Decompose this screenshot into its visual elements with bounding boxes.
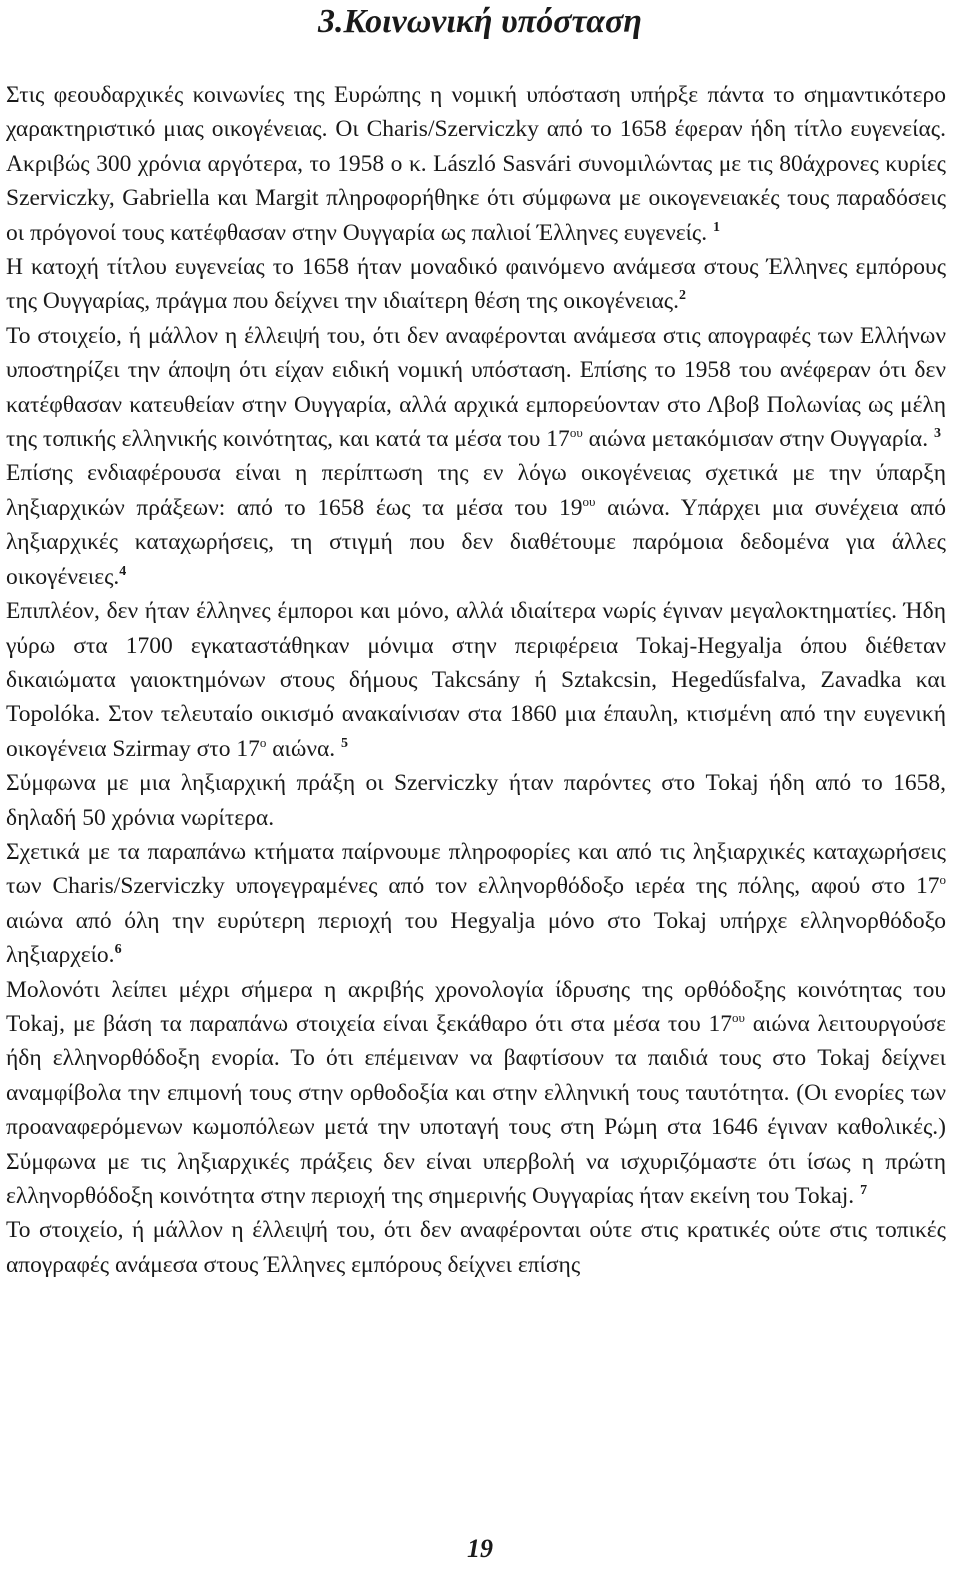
paragraph-5 [6,594,946,766]
paragraph-text: Επίσης ενδιαφέρουσα είναι η περίπτωση της εν λόγω οικογένειας σχετικά με την ύπαρξη ληξιαρχικών πράξεων: από το 1658 έως τα μέσα του 19 [6,460,946,521]
paragraph-text: Μολονότι λείπει μέχρι σήμερα η ακριβής χρονολογία ίδρυσης της ορθόδοξης κοινότητας του Tokaj, με βάση τα παραπάνω στοιχεία είναι ξεκάθαρο ότι στα μέσα του 17 [6,976,946,1037]
paragraph-text: αιώνα από όλη την ευρύτερη περιοχή του Hegyalja μόνο στο Tokaj υπήρχε ελληνορθόδοξο ληξιαρχείο. [6,907,946,969]
ordinal-suffix: ου [582,493,596,509]
paragraph-4 [6,456,946,594]
ordinal-suffix: ου [732,1009,745,1025]
footnote-marker: 2 [678,288,686,304]
paragraph-text: αιώνα μετακόμισαν στην Ουγγαρία. [582,426,934,453]
footnote-marker: 1 [713,219,720,235]
paragraph-text: Το στοιχείο, ή μάλλον η έλλειψή του, ότι δεν αναφέρονται ούτε στις κρατικές ούτε στις τοπικές απογραφές ανάμεσα στους Έλληνες εμπόρους δείχνει επίσης [6,1217,946,1278]
page-number: 19 [467,1534,493,1563]
footnote-marker: 5 [341,735,349,751]
paragraph-3 [6,319,946,457]
ordinal-suffix: ου [569,425,583,441]
footnote-marker: 6 [114,942,122,958]
paragraph-2 [6,250,946,319]
paragraph-text: Επιπλέον, δεν ήταν έλληνες έμποροι και μόνο, αλλά ιδιαίτερα νωρίς έγιναν μεγαλοκτηματίες. Ήδη γύρω στα 1700 εγκαταστάθηκαν μόνιμα στην περιφέρεια Tokaj-Hegyalja όπου διέθεταν δικαιώματα γαιοκτημόνων στους δήμους Takcsány ή Sztakcsin, Hegedűsfalva, Zavadka και Topolóka. Στον τελευταίο οικισμό ανακαίνισαν στα 1860 μια έπαυλη, κτισμένη από την ευγενική οικογένεια Szirmay στο 17 [6,598,946,762]
body-text [6,78,946,1282]
ordinal-suffix: ο [939,872,946,888]
paragraph-6 [6,766,946,835]
paragraph-text: Σύμφωνα με μια ληξιαρχική πράξη οι Szerviczky ήταν παρόντες στο Tokaj ήδη από το 1658, δηλαδή 50 χρόνια νωρίτερα. [6,770,946,831]
ordinal-suffix: ο [259,734,267,750]
footnote-marker: 7 [860,1183,868,1198]
footnote-marker: 4 [119,563,127,579]
paragraph-9 [6,1213,946,1282]
paragraph-text: αιώνα. [266,735,342,762]
paragraph-1 [6,78,946,250]
paragraph-text: Σχετικά με τα παραπάνω κτήματα παίρνουμε πληροφορίες και από τις ληξιαρχικές καταχωρήσεις των Charis/Szerviczky υπογεγραμένες από τον ελληνορθόδοξο ιερέα της πόλης, αφού στο 17 [6,838,946,900]
paragraph-8 [6,973,946,1214]
footnote-marker: 3 [933,426,941,442]
paragraph-text: αιώνα. Υπάρχει μια συνέχεια από ληξιαρχικές καταχωρήσεις, τη στιγμή που δεν διαθέτουμε παρόμοια δεδομένα για άλλες οικογένειες. [6,494,946,590]
paragraph-7 [6,835,946,973]
paragraph-text: αιώνα λειτουργούσε ήδη ελληνορθόδοξη ενορία. Το ότι επέμειναν να βαφτίσουν τα παιδιά τους στο Tokaj δείχνει αναμφίβολα την επιμονή τους στην ορθοδοξία και στην ελληνική τους ταυτότητα. (Οι ενορίες των προαναφερόμενων κωμοπόλεων μετά την υποταγή τους στη Ρώμη στα 1646 έγιναν καθολικές.) Σύμφωνα με τις ληξιαρχικές πράξεις δεν είναι υπερβολή να ισχυριζόμαστε ότι ίσως η πρώτη ελληνορθόδοξη κοινότητα στην περιοχή της σημερινής Ουγγαρίας ήταν εκείνη του Tokaj. [6,1010,946,1209]
paragraph-text: Στις φεουδαρχικές κοινωνίες της Ευρώπης η νομική υπόσταση υπήρξε πάντα το σημαντικότερο χαρακτηριστικό μιας οικογένειας. Οι Charis/Szerviczky από το 1658 έφεραν ήδη τίτλο ευγενείας. Ακριβώς 300 χρόνια αργότερα, το 1958 ο κ. László Sasvári συνομιλώντας με τις 80άχρονες κυρίες Szerviczky, Gabriella και Margit πληροφορήθηκε ότι σύμφωνα με οικογενειακές τους παραδόσεις οι πρόγονοί τους κατέφθασαν στην Ουγγαρία ως παλιοί Έλληνες ευγενείς. [6,82,946,246]
paragraph-text: Η κατοχή τίτλου ευγενείας το 1658 ήταν μοναδικό φαινόμενο ανάμεσα στους Έλληνες εμπόρους της Ουγγαρίας, πράγμα που δείχνει την ιδιαίτερη θέση της οικογένειας. [6,254,946,315]
paragraph-text: Το στοιχείο, ή μάλλον η έλλειψή του, ότι δεν αναφέρονται ανάμεσα στις απογραφές των Ελλήνων υποστηρίζει την άποψη ότι είχαν ειδική νομική υπόσταση. Επίσης το 1958 του ανέφεραν ότι δεν κατέφθασαν κατευθείαν στην Ουγγαρία, αλλά αρχικά εμπορεύονταν στο Λβοβ Πολωνίας ως μέλη της τοπικής ελληνικής κοινότητας, και κατά τα μέσα του 17 [6,322,946,453]
section-heading: 3.Κοινωνική υπόσταση [318,3,642,40]
